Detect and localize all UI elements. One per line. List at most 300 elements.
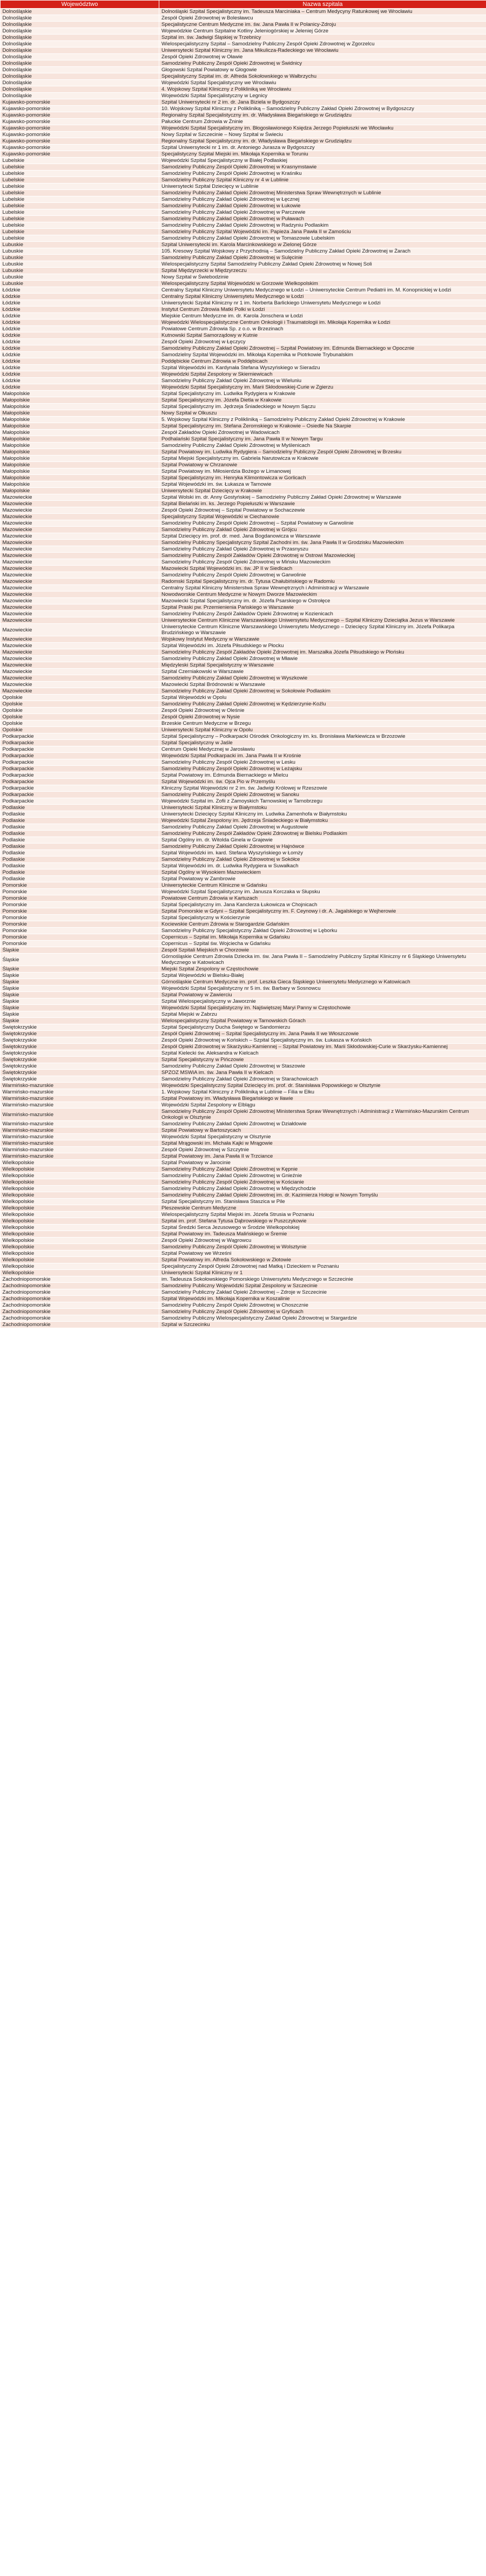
table-row: [1, 882, 486, 889]
voivodeship-cell: Dolnośląskie: [1, 28, 159, 35]
hospital-name-cell: Wojewódzki Szpital Specjalistyczny im. Najświętszej Maryi Panny w Częstochowie: [159, 1005, 486, 1011]
hospital-name-cell: Samodzielny Publiczny Zakład Opieki Zdrowotnej w Grójcu: [159, 527, 486, 533]
voivodeship-cell: Wielkopolskie: [1, 1212, 159, 1218]
voivodeship-cell: Kujawsko-pomorskie: [1, 145, 159, 151]
table-row: [1, 766, 486, 772]
voivodeship-cell: Opolskie: [1, 708, 159, 714]
hospital-name-cell: 5. Wojskowy Szpital Kliniczny z Polikliniką – Samodzielny Publiczny Zakład Opieki Zdrowotnej w Krakowie: [159, 417, 486, 423]
voivodeship-cell: Dolnośląskie: [1, 41, 159, 47]
table-row: [1, 915, 486, 921]
hospital-name-cell: Centrum Opieki Medycznej w Jarosławiu: [159, 746, 486, 753]
hospital-name-cell: Samodzielny Publiczny Zespół Opieki Zdrowotnej – Szpital Powiatowy w Garwolinie: [159, 520, 486, 527]
hospital-name-cell: Szpital Uniwersytecki nr 2 im. dr. Jana Biziela w Bydgoszczy: [159, 99, 486, 106]
table-row: [1, 183, 486, 190]
voivodeship-cell: Dolnośląskie: [1, 35, 159, 41]
voivodeship-cell: Dolnośląskie: [1, 47, 159, 54]
voivodeship-cell: Wielkopolskie: [1, 1192, 159, 1199]
hospital-name-cell: Uniwersyteckie Centrum Kliniczne Warszawskiego Uniwersytetu Medycznego – Szpital Kliniczny Dzieciątka Jezus w Warszawie: [159, 617, 486, 624]
hospital-name-cell: Samodzielny Publiczny Zakład Opieki Zdrowotnej im. dr. Kazimierza Hołogi w Nowym Tomyślu: [159, 1192, 486, 1199]
hospital-name-cell: Zespół Opieki Zdrowotnej w Wągrowcu: [159, 1238, 486, 1244]
table-row: [1, 1089, 486, 1096]
hospital-name-cell: Szpital Praski pw. Przemienienia Pańskiego w Warszawie: [159, 604, 486, 611]
table-row: [1, 255, 486, 261]
table-row: [1, 222, 486, 229]
table-row: [1, 566, 486, 572]
voivodeship-cell: Mazowieckie: [1, 675, 159, 682]
voivodeship-cell: Lubuskie: [1, 242, 159, 248]
voivodeship-cell: Mazowieckie: [1, 611, 159, 617]
voivodeship-cell: Zachodniopomorskie: [1, 1302, 159, 1309]
hospital-name-cell: Miejskie Centrum Medyczne im. dr. Karola Jonschera w Łodzi: [159, 313, 486, 320]
table-row: [1, 992, 486, 998]
table-row: [1, 520, 486, 527]
table-row: [1, 740, 486, 746]
voivodeship-cell: Wielkopolskie: [1, 1166, 159, 1173]
hospital-name-cell: Wojewódzki Szpital Specjalistyczny im. Marii Skłodowskiej-Curie w Zgierzu: [159, 384, 486, 391]
voivodeship-cell: Małopolskie: [1, 404, 159, 410]
voivodeship-cell: Wielkopolskie: [1, 1225, 159, 1231]
hospital-name-cell: Samodzielny Publiczny Zespół Opieki Zdrowotnej w Lesku: [159, 759, 486, 766]
table-row: [1, 1147, 486, 1153]
voivodeship-cell: Mazowieckie: [1, 520, 159, 527]
hospital-name-cell: Zespół Zakładów Opieki Zdrowotnej w Wadowicach: [159, 430, 486, 436]
table-row: [1, 869, 486, 876]
hospital-name-cell: Szpital Ogólny im. dr. Witolda Ginela w Grajewie: [159, 837, 486, 844]
voivodeship-cell: Podlaskie: [1, 837, 159, 844]
voivodeship-cell: Mazowieckie: [1, 688, 159, 695]
hospital-name-cell: Copernicus – Szpital im. Mikołaja Kopernika w Gdańsku: [159, 934, 486, 941]
hospital-name-cell: Samodzielny Publiczny Zakład Opieki Zdrowotnej w Kępnie: [159, 1166, 486, 1173]
hospital-name-cell: Samodzielny Publiczny Zakład Opieki Zdrowotnej w Radzyniu Podlaskim: [159, 222, 486, 229]
hospital-name-cell: Szpital Specjalistyczny im. Stefana Żeromskiego w Krakowie – Osiedle Na Skarpie: [159, 423, 486, 430]
voivodeship-cell: Wielkopolskie: [1, 1270, 159, 1276]
hospital-name-cell: Głogowski Szpital Powiatowy w Głogowie: [159, 67, 486, 73]
table-row: [1, 844, 486, 850]
voivodeship-cell: Wielkopolskie: [1, 1173, 159, 1179]
voivodeship-cell: Mazowieckie: [1, 636, 159, 643]
voivodeship-cell: Małopolskie: [1, 475, 159, 481]
hospital-name-cell: Centralny Szpital Kliniczny Uniwersytetu Medycznego w Łodzi: [159, 294, 486, 300]
voivodeship-cell: Mazowieckie: [1, 579, 159, 585]
voivodeship-cell: Łódzkie: [1, 378, 159, 384]
table-row: [1, 669, 486, 675]
voivodeship-cell: Pomorskie: [1, 908, 159, 915]
voivodeship-cell: Pomorskie: [1, 882, 159, 889]
hospital-name-cell: Samodzielny Publiczny Zakład Opieki Zdrowotnej w Przasnyszu: [159, 546, 486, 553]
hospital-name-cell: 10. Wojskowy Szpital Kliniczny z Polikliniką – Samodzielny Publiczny Zakład Opieki Zdrowotnej w Bydgoszczy: [159, 106, 486, 112]
voivodeship-cell: Pomorskie: [1, 921, 159, 928]
table-row: [1, 954, 486, 966]
table-row: [1, 759, 486, 766]
table-row: [1, 811, 486, 818]
table-row: [1, 67, 486, 73]
voivodeship-cell: Małopolskie: [1, 417, 159, 423]
hospital-name-cell: Samodzielny Publiczny Zakład Opieki Zdrowotnej w Sulęcinie: [159, 255, 486, 261]
hospital-name-cell: Mazowiecki Szpital Wojewódzki im. św. JP II w Siedlcach: [159, 566, 486, 572]
voivodeship-cell: Łódzkie: [1, 365, 159, 371]
voivodeship-cell: Wielkopolskie: [1, 1231, 159, 1238]
hospital-name-cell: Samodzielny Publiczny Zespół Opieki Zdrowotnej w Choszcznie: [159, 1302, 486, 1309]
voivodeship-cell: Mazowieckie: [1, 624, 159, 636]
voivodeship-cell: Łódzkie: [1, 358, 159, 365]
hospital-name-cell: Szpital Powiatowy w Bartoszycach: [159, 1127, 486, 1134]
table-row: [1, 1070, 486, 1076]
hospital-name-cell: Szpital Powiatowy w Zambrowie: [159, 876, 486, 882]
voivodeship-cell: Lubuskie: [1, 281, 159, 287]
table-row: [1, 190, 486, 196]
voivodeship-cell: Małopolskie: [1, 488, 159, 494]
voivodeship-cell: Wielkopolskie: [1, 1244, 159, 1250]
voivodeship-cell: Lubelskie: [1, 196, 159, 203]
table-row: [1, 216, 486, 222]
hospital-name-cell: Mazowiecki Szpital Bródnowski w Warszawie: [159, 682, 486, 688]
table-row: [1, 151, 486, 158]
hospital-name-cell: Wielospecjalistyczny Szpital Miejski im. Józefa Strusia w Poznaniu: [159, 1212, 486, 1218]
hospital-name-cell: Szpital Specjalistyczny im. Stanisława Staszica w Pile: [159, 1199, 486, 1205]
hospital-name-cell: Szpital Uniwersytecki nr 1 im. dr. Antoniego Jurasza w Bydgoszczy: [159, 145, 486, 151]
voivodeship-cell: Śląskie: [1, 985, 159, 992]
hospital-name-cell: SPZOZ MSWiA im. św. Jana Pawła II w Kielcach: [159, 1070, 486, 1076]
voivodeship-cell: Warmińsko-mazurskie: [1, 1083, 159, 1089]
hospital-name-cell: Poddębickie Centrum Zdrowia w Poddębicach: [159, 358, 486, 365]
voivodeship-cell: Pomorskie: [1, 941, 159, 947]
table-row: [1, 378, 486, 384]
hospital-name-cell: Samodzielny Publiczny Zespół Opieki Zdrowotnej w Świdnicy: [159, 60, 486, 67]
hospital-name-cell: Specjalistyczny Zespół Opieki Zdrowotnej nad Matką i Dzieckiem w Poznaniu: [159, 1263, 486, 1270]
table-row: [1, 611, 486, 617]
table-row: [1, 384, 486, 391]
voivodeship-cell: Małopolskie: [1, 449, 159, 456]
hospital-name-cell: Szpital Pomorskie w Gdyni – Szpital Specjalistyczny im. F. Ceynowy i dr. A. Jagalskiego w Wejherowie: [159, 908, 486, 915]
voivodeship-cell: Kujawsko-pomorskie: [1, 106, 159, 112]
voivodeship-cell: Śląskie: [1, 1018, 159, 1024]
hospital-name-cell: Uniwersytecki Dziecięcy Szpital Kliniczny im. Ludwika Zamenhofa w Białymstoku: [159, 811, 486, 818]
voivodeship-cell: Podkarpackie: [1, 740, 159, 746]
voivodeship-cell: Łódzkie: [1, 326, 159, 332]
hospital-name-cell: Szpital Średzki Serca Jezusowego w Środzie Wielkopolskiej: [159, 1225, 486, 1231]
table-row: [1, 177, 486, 183]
voivodeship-cell: Dolnośląskie: [1, 80, 159, 86]
voivodeship-cell: Mazowieckie: [1, 617, 159, 624]
hospital-name-cell: Uniwersyteckie Centrum Kliniczne Warszawskiego Uniwersytetu Medycznego – Dziecięcy Szpital Kliniczny im. Józefa Polikarpa Brudzińskiego w Warszawie: [159, 624, 486, 636]
hospital-name-cell: Szpital Miejski Specjalistyczny im. Gabriela Narutowicza w Krakowie: [159, 456, 486, 462]
table-row: [1, 404, 486, 410]
voivodeship-cell: Podkarpackie: [1, 785, 159, 792]
hospital-name-cell: Zespół Szpitali Miejskich w Chorzowie: [159, 947, 486, 954]
voivodeship-cell: Podlaskie: [1, 818, 159, 824]
table-row: [1, 947, 486, 954]
table-row: [1, 1037, 486, 1044]
voivodeship-cell: Mazowieckie: [1, 533, 159, 540]
voivodeship-cell: Mazowieckie: [1, 566, 159, 572]
table-row: [1, 430, 486, 436]
voivodeship-cell: Kujawsko-pomorskie: [1, 99, 159, 106]
table-row: [1, 1134, 486, 1140]
voivodeship-cell: Kujawsko-pomorskie: [1, 119, 159, 125]
hospital-name-cell: Wojewódzki Szpital Specjalistyczny w Legnicy: [159, 93, 486, 99]
hospital-name-cell: Nowy Szpital w Świebodzinie: [159, 274, 486, 281]
voivodeship-cell: Warmińsko-mazurskie: [1, 1140, 159, 1147]
voivodeship-cell: Zachodniopomorskie: [1, 1296, 159, 1302]
table-row: [1, 895, 486, 902]
voivodeship-cell: Łódzkie: [1, 371, 159, 378]
hospital-name-cell: Samodzielny Szpital Wojewódzki im. Mikołaja Kopernika w Piotrkowie Trybunalskim: [159, 352, 486, 358]
voivodeship-cell: Świętokrzyskie: [1, 1024, 159, 1031]
voivodeship-cell: Śląskie: [1, 998, 159, 1005]
hospital-name-cell: Uniwersytecki Szpital Kliniczny im. Jana Mikulicza-Radeckiego we Wrocławiu: [159, 47, 486, 54]
hospital-name-cell: Szpital Specjalistyczny im. Henryka Klimontowicza w Gorlicach: [159, 475, 486, 481]
table-row: [1, 281, 486, 287]
voivodeship-cell: Kujawsko-pomorskie: [1, 112, 159, 119]
table-row: [1, 973, 486, 979]
table-row: [1, 1018, 486, 1024]
hospital-name-cell: Nowodworskie Centrum Medyczne w Nowym Dworze Mazowieckim: [159, 592, 486, 598]
hospital-name-cell: Szpital Wojewódzki w Bielsku-Białej: [159, 973, 486, 979]
table-row: [1, 41, 486, 47]
hospital-name-cell: Samodzielny Publiczny Zakład Opieki Zdrowotnej w Parczewie: [159, 209, 486, 216]
voivodeship-cell: Dolnośląskie: [1, 67, 159, 73]
voivodeship-cell: Zachodniopomorskie: [1, 1276, 159, 1283]
voivodeship-cell: Śląskie: [1, 947, 159, 954]
hospital-name-cell: Szpital Powiatowy im. Władysława Biegańskiego w Iławie: [159, 1096, 486, 1102]
hospital-name-cell: Szpital Mrągowski im. Michała Kajki w Mrągowie: [159, 1140, 486, 1147]
voivodeship-cell: Warmińsko-mazurskie: [1, 1121, 159, 1127]
voivodeship-cell: Opolskie: [1, 714, 159, 721]
voivodeship-cell: Podkarpackie: [1, 746, 159, 753]
table-row: [1, 352, 486, 358]
voivodeship-cell: Mazowieckie: [1, 604, 159, 611]
voivodeship-cell: Wielkopolskie: [1, 1263, 159, 1270]
voivodeship-cell: Podkarpackie: [1, 759, 159, 766]
table-row: [1, 35, 486, 41]
table-row: [1, 1270, 486, 1276]
hospital-name-cell: Szpital Specjalistyczny w Jaśle: [159, 740, 486, 746]
voivodeship-cell: Śląskie: [1, 954, 159, 966]
hospital-name-cell: Kociewskie Centrum Zdrowia w Starogardzie Gdańskim: [159, 921, 486, 928]
table-row: [1, 1302, 486, 1309]
hospital-name-cell: Wojewódzki Szpital Podkarpacki im. Jana Pawła II w Krośnie: [159, 753, 486, 759]
table-row: [1, 966, 486, 973]
voivodeship-cell: Małopolskie: [1, 423, 159, 430]
voivodeship-cell: Zachodniopomorskie: [1, 1289, 159, 1296]
hospital-name-cell: Szpital Wojewódzki im. Mikołaja Kopernika w Koszalinie: [159, 1296, 486, 1302]
hospital-name-cell: Zespół Opieki Zdrowotnej w Nysie: [159, 714, 486, 721]
voivodeship-cell: Dolnośląskie: [1, 73, 159, 80]
hospital-name-cell: Powiatowe Centrum Zdrowia Sp. z o.o. w Brzezinach: [159, 326, 486, 332]
table-row: [1, 125, 486, 132]
table-row: [1, 649, 486, 656]
hospital-name-cell: Uniwersytecki Szpital Dziecięcy w Lublinie: [159, 183, 486, 190]
table-row: [1, 145, 486, 151]
table-row: [1, 138, 486, 145]
table-row: [1, 229, 486, 235]
voivodeship-cell: Podkarpackie: [1, 772, 159, 779]
hospital-name-cell: Szpital Powiatowy im. Edmunda Biernackiego w Mielcu: [159, 772, 486, 779]
voivodeship-cell: Świętokrzyskie: [1, 1076, 159, 1083]
voivodeship-cell: Podlaskie: [1, 844, 159, 850]
hospital-name-cell: Copernicus – Szpital św. Wojciecha w Gdańsku: [159, 941, 486, 947]
table-row: [1, 585, 486, 592]
hospital-name-cell: Samodzielny Publiczny Szpital Wojewódzki im. Papieża Jana Pawła II w Zamościu: [159, 229, 486, 235]
table-row: [1, 682, 486, 688]
voivodeship-cell: Podlaskie: [1, 869, 159, 876]
table-row: [1, 248, 486, 255]
hospital-name-cell: Samodzielny Publiczny Zespół Opieki Zdrowotnej w Garwolinie: [159, 572, 486, 579]
voivodeship-cell: Dolnośląskie: [1, 9, 159, 15]
voivodeship-cell: Lubelskie: [1, 171, 159, 177]
hospital-name-cell: Szpital Powiatowy im. Ludwika Rydygiera – Samodzielny Publiczny Zespół Opieki Zdrowotnej w Brzesku: [159, 449, 486, 456]
voivodeship-cell: Mazowieckie: [1, 662, 159, 669]
hospital-name-cell: Szpital Specjalistyczny im. Józefa Dietla w Krakowie: [159, 397, 486, 404]
table-row: [1, 235, 486, 242]
table-row: [1, 792, 486, 798]
voivodeship-cell: Lubelskie: [1, 209, 159, 216]
table-row: [1, 798, 486, 805]
voivodeship-cell: Warmińsko-mazurskie: [1, 1127, 159, 1134]
table-row: [1, 985, 486, 992]
hospital-name-cell: Samodzielny Publiczny Zakład Opieki Zdrowotnej w Hajnówce: [159, 844, 486, 850]
hospital-name-cell: Uniwersytecki Szpital Kliniczny w Białymstoku: [159, 805, 486, 811]
hospital-name-cell: Wojewódzki Szpital Specjalistyczny w Olsztynie: [159, 1134, 486, 1140]
hospital-name-cell: Samodzielny Publiczny Zakład Opieki Zdrowotnej w Łęcznej: [159, 196, 486, 203]
hospital-name-cell: Wojewódzki Szpital Specjalistyczny w Białej Podlaskiej: [159, 158, 486, 164]
hospital-name-cell: Nowy Szpital w Szczecinie – Nowy Szpital w Świeciu: [159, 132, 486, 138]
hospital-name-cell: Wojewódzki Szpital Specjalistyczny we Wrocławiu: [159, 80, 486, 86]
hospital-name-cell: Nowy Szpital w Olkuszu: [159, 410, 486, 417]
table-row: [1, 22, 486, 28]
table-row: [1, 876, 486, 882]
voivodeship-cell: Małopolskie: [1, 397, 159, 404]
hospital-name-cell: Uniwersytecki Szpital Dziecięcy w Krakowie: [159, 488, 486, 494]
table-row: [1, 546, 486, 553]
hospital-name-cell: Szpital Powiatowy w Zawierciu: [159, 992, 486, 998]
table-row: [1, 1173, 486, 1179]
table-row: [1, 73, 486, 80]
table-row: [1, 1238, 486, 1244]
table-row: [1, 106, 486, 112]
table-row: [1, 15, 486, 22]
hospital-name-cell: Szpital Ogólny w Wysokiem Mazowieckiem: [159, 869, 486, 876]
voivodeship-cell: Podlaskie: [1, 857, 159, 863]
hospital-name-cell: Samodzielny Publiczny Zakład Opieki Zdrowotnej w Myślenicach: [159, 443, 486, 449]
voivodeship-cell: Lubelskie: [1, 222, 159, 229]
table-row: [1, 1076, 486, 1083]
voivodeship-cell: Małopolskie: [1, 468, 159, 475]
table-row: [1, 171, 486, 177]
hospital-name-cell: im. Tadeusza Sokołowskiego Pomorskiego Uniwersytetu Medycznego w Szczecinie: [159, 1276, 486, 1283]
table-row: [1, 158, 486, 164]
voivodeship-cell: Wielkopolskie: [1, 1186, 159, 1192]
table-row: [1, 643, 486, 649]
voivodeship-cell: Zachodniopomorskie: [1, 1309, 159, 1315]
table-row: [1, 332, 486, 339]
table-row: [1, 1199, 486, 1205]
voivodeship-cell: Lubelskie: [1, 190, 159, 196]
hospital-name-cell: Centralny Szpital Kliniczny Uniwersytetu Medycznego w Łodzi – Uniwersyteckie Centrum Pediatrii im. M. Konopnickiej w Łodzi: [159, 287, 486, 294]
voivodeship-cell: Świętokrzyskie: [1, 1063, 159, 1070]
hospital-name-cell: Samodzielny Publiczny Szpital Kliniczny nr 4 w Lublinie: [159, 177, 486, 183]
hospital-name-cell: Zespół Opieki Zdrowotnej w Skarżysku-Kamiennej – Szpital Powiatowy im. Marii Skłodowskiej-Curie w Skarżysku-Kamiennej: [159, 1044, 486, 1050]
voivodeship-cell: Małopolskie: [1, 456, 159, 462]
hospital-name-cell: Samodzielny Publiczny Zakład Opieki Zdrowotnej w Staszowie: [159, 1063, 486, 1070]
voivodeship-cell: Łódzkie: [1, 294, 159, 300]
voivodeship-cell: Pomorskie: [1, 889, 159, 895]
table-row: [1, 132, 486, 138]
table-row: [1, 1231, 486, 1238]
table-row: [1, 397, 486, 404]
voivodeship-cell: Mazowieckie: [1, 514, 159, 520]
hospital-name-cell: Wielospecjalistyczny Szpital Wojewódzki w Gorzowie Wielkopolskim: [159, 281, 486, 287]
voivodeship-cell: Lubuskie: [1, 255, 159, 261]
voivodeship-cell: Mazowieckie: [1, 592, 159, 598]
table-row: [1, 1031, 486, 1037]
hospital-name-cell: Szpital Wojewódzki im. Józefa Piłsudskiego w Płocku: [159, 643, 486, 649]
hospital-name-cell: Centralny Szpital Kliniczny Ministerstwa Spraw Wewnętrznych i Administracji w Warszawie: [159, 585, 486, 592]
table-row: [1, 572, 486, 579]
hospital-name-cell: Regionalny Szpital Specjalistyczny im. dr. Władysława Biegańskiego w Grudziądzu: [159, 138, 486, 145]
hospital-name-cell: Samodzielny Publiczny Zakład Opieki Zdrowotnej w Działdowie: [159, 1121, 486, 1127]
hospital-name-cell: Samodzielny Publiczny Zespół Opieki Zdrowotnej w Wolsztynie: [159, 1244, 486, 1250]
table-row: [1, 675, 486, 682]
table-row: [1, 313, 486, 320]
voivodeship-cell: Mazowieckie: [1, 669, 159, 675]
voivodeship-cell: Mazowieckie: [1, 559, 159, 566]
table-row: [1, 1121, 486, 1127]
table-row: [1, 753, 486, 759]
voivodeship-cell: Podkarpackie: [1, 798, 159, 805]
voivodeship-cell: Małopolskie: [1, 481, 159, 488]
voivodeship-cell: Wielkopolskie: [1, 1179, 159, 1186]
table-row: [1, 714, 486, 721]
hospital-name-cell: Samodzielny Publiczny Zakład Opieki Zdrowotnej w Kędzierzynie-Koźlu: [159, 701, 486, 708]
hospital-name-cell: Uniwersyteckie Centrum Kliniczne w Gdańsku: [159, 882, 486, 889]
voivodeship-cell: Mazowieckie: [1, 682, 159, 688]
hospital-name-cell: Szpital Specjalistyczny im. Jana Kanclerza Łukowicza w Chojnicach: [159, 902, 486, 908]
voivodeship-cell: Podlaskie: [1, 850, 159, 857]
table-row: [1, 371, 486, 378]
voivodeship-cell: Lubelskie: [1, 183, 159, 190]
hospital-name-cell: Samodzielny Publiczny Zespół Opieki Zdrowotnej w Leżajsku: [159, 766, 486, 772]
voivodeship-cell: Łódzkie: [1, 339, 159, 345]
voivodeship-cell: Warmińsko-mazurskie: [1, 1089, 159, 1096]
hospital-name-cell: Samodzielny Publiczny Zakład Opieki Zdrowotnej w Łukowie: [159, 203, 486, 209]
table-row: [1, 1250, 486, 1257]
hospital-name-cell: Zespół Opieki Zdrowotnej w Oleśnie: [159, 708, 486, 714]
table-row: [1, 598, 486, 604]
table-row: [1, 688, 486, 695]
table-row: [1, 443, 486, 449]
table-row: [1, 60, 486, 67]
table-row: [1, 1289, 486, 1296]
voivodeship-cell: Pomorskie: [1, 915, 159, 921]
voivodeship-cell: Pomorskie: [1, 934, 159, 941]
table-header-row: [1, 1, 486, 9]
voivodeship-cell: Dolnośląskie: [1, 15, 159, 22]
hospital-name-cell: Samodzielny Publiczny Zespół Opieki Zdrowotnej w Sanoku: [159, 792, 486, 798]
voivodeship-cell: Podlaskie: [1, 824, 159, 831]
voivodeship-cell: Pomorskie: [1, 902, 159, 908]
table-row: [1, 196, 486, 203]
hospital-name-cell: Górnośląskie Centrum Medyczne im. prof. Leszka Gieca Śląskiego Uniwersytetu Medycznego w Katowicach: [159, 979, 486, 985]
hospital-name-cell: Zespół Opieki Zdrowotnej w Szczytnie: [159, 1147, 486, 1153]
voivodeship-cell: Opolskie: [1, 695, 159, 701]
hospital-name-cell: Szpital Miejski w Zabrzu: [159, 1011, 486, 1018]
table-row: [1, 701, 486, 708]
hospital-name-cell: Samodzielny Publiczny Zespół Opieki Zdrowotnej w Gryficach: [159, 1309, 486, 1315]
table-row: [1, 300, 486, 307]
table-row: [1, 818, 486, 824]
voivodeship-cell: Podlaskie: [1, 811, 159, 818]
